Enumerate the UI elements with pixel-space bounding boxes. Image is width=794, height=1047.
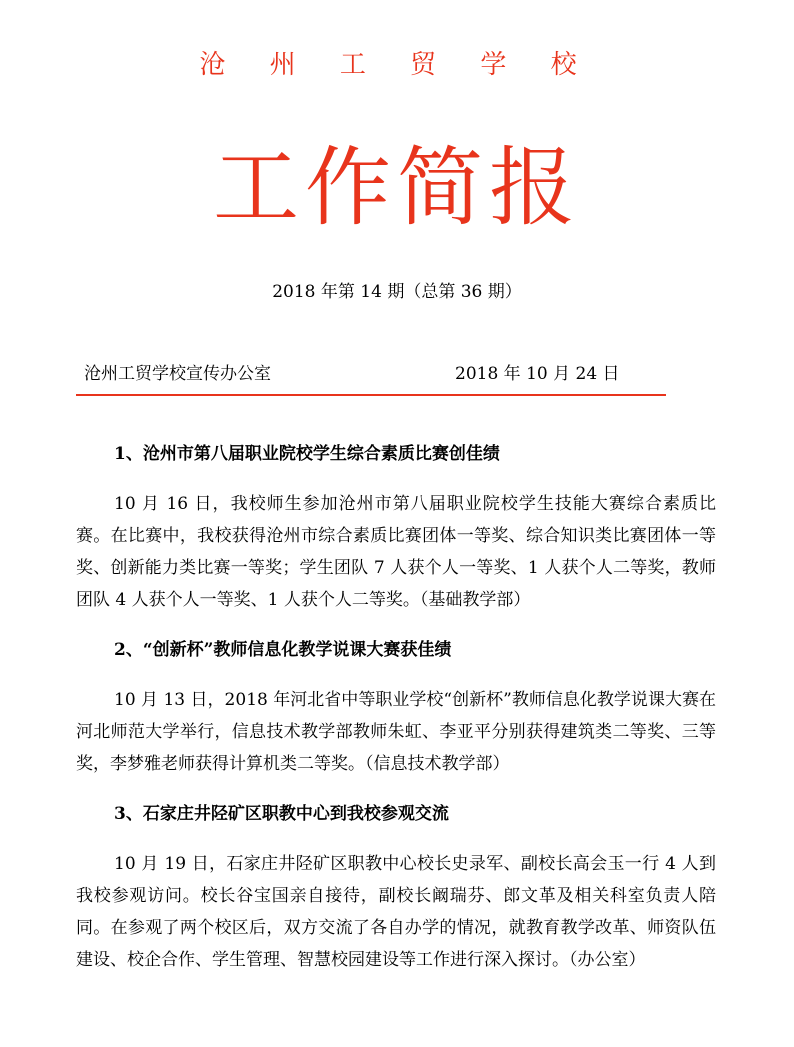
bulletin-title: 工作简报 — [213, 138, 581, 238]
issue-line: 2018 年第 14 期（总第 36 期） — [272, 282, 522, 302]
article-1 — [76, 438, 716, 616]
article-body: 10 月 13 日，2018 年河北省中等职业学校“创新杯”教师信息化教学说课大赛在河北师范大学举行，信息技术教学部教师朱虹、李亚平分别获得建筑类二等奖、三等奖，李梦雅老师获得计算机类二等奖。（信息技术教学部） — [76, 690, 716, 774]
school-name: 沧 州 工 贸 学 校 — [199, 50, 595, 80]
article-2 — [76, 634, 716, 780]
article-heading: 2、“创新杯”教师信息化教学说课大赛获佳绩 — [114, 640, 452, 660]
header-divider — [76, 394, 666, 396]
article-3 — [76, 798, 716, 976]
article-body: 10 月 16 日，我校师生参加沧州市第八届职业院校学生技能大赛综合素质比赛。在比赛中，我校获得沧州市综合素质比赛团体一等奖、综合知识类比赛团体一等奖、创新能力类比赛一等奖；学生团队 7 人获个人一等奖、1 人获个人二等奖，教师团队 4 人获个人一等奖、1 人获个人二等奖。（基础教学部） — [76, 494, 716, 610]
publisher-office: 沧州工贸学校宣传办公室 — [84, 364, 271, 384]
article-heading: 3、石家庄井陉矿区职教中心到我校参观交流 — [114, 804, 449, 824]
article-heading: 1、沧州市第八届职业院校学生综合素质比赛创佳绩 — [114, 444, 500, 464]
publish-date: 2018 年 10 月 24 日 — [455, 364, 620, 384]
article-body: 10 月 19 日，石家庄井陉矿区职教中心校长史录军、副校长高会玉一行 4 人到我校参观访问。校长谷宝国亲自接待，副校长阚瑞芬、郎文革及相关科室负责人陪同。在参观了两个校区后，双方交流了各自办学的情况，就教育教学改革、师资队伍建设、校企合作、学生管理、智慧校园建设等工作进行深入探讨。（办公室） — [76, 854, 716, 970]
article-list — [76, 438, 716, 994]
